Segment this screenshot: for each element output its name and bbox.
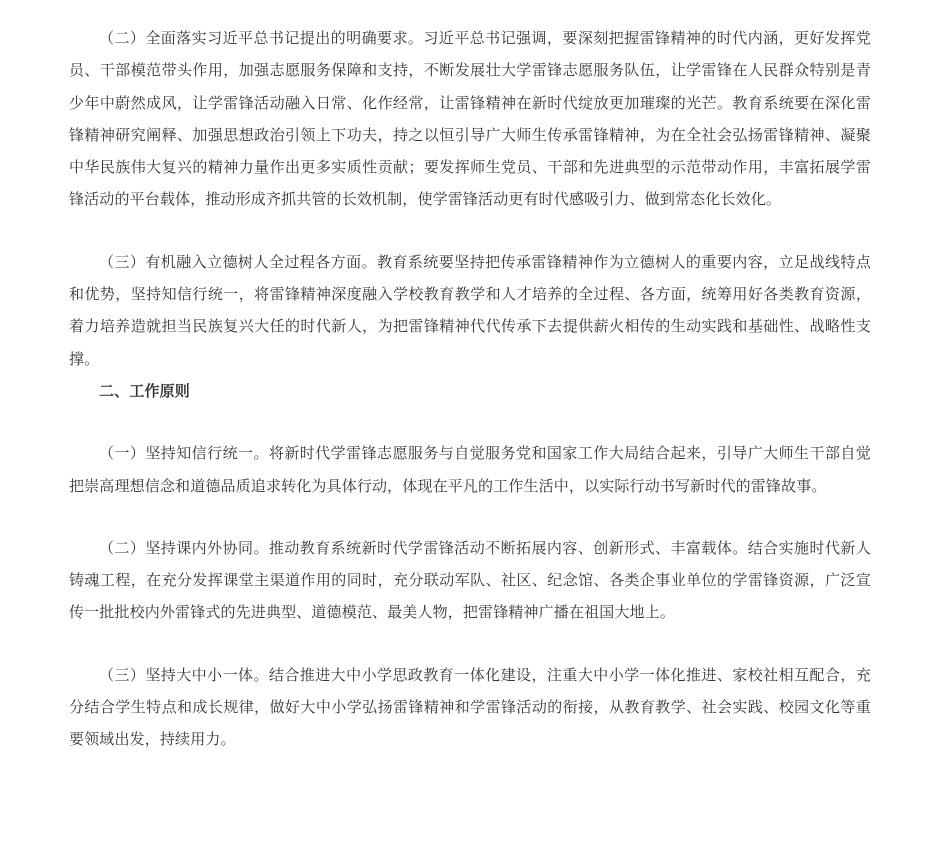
paragraph-moral-education: （三）有机融入立德树人全过程各方面。教育系统要坚持把传承雷锋精神作为立德树人的重要内容，立足战线特点和优势，坚持知信行统一，将雷锋精神深度融入学校教育教学和人才培养的全过程、各方面，统筹用好各类教育资源，着力培养造就担当民族复兴大任的时代新人，为把雷锋精神代代传承下去提供薪火相传的生动实践和基础性、战略性支撑。 <box>69 252 871 368</box>
section-heading-work-principles: 二、工作原则 <box>99 381 190 400</box>
article-body <box>69 22 871 756</box>
paragraph-principle-1: （一）坚持知信行统一。将新时代学雷锋志愿服务与自觉服务党和国家工作大局结合起来，引导广大师生干部自觉把崇高理想信念和道德品质追求转化为具体行动，体现在平凡的工作生活中，以实际行动书写新时代的雷锋故事。 <box>69 444 871 495</box>
paragraph-principle-2: （二）坚持课内外协同。推动教育系统新时代学雷锋活动不断拓展内容、创新形式、丰富载体。结合实施时代新人铸魂工程，在充分发挥课堂主渠道作用的同时，充分联动军队、社区、纪念馆、各类企事业单位的学雷锋资源，广泛宣传一批批校内外雷锋式的先进典型、道德模范、最美人物，把雷锋精神广播在祖国大地上。 <box>69 538 871 622</box>
paragraph-principle-3: （三）坚持大中小一体。结合推进大中小学思政教育一体化建设，注重大中小学一体化推进、家校社相互配合，充分结合学生特点和成长规律，做好大中小学弘扬雷锋精神和学雷锋活动的衔接，从教育教学、社会实践、校园文化等重要领域出发，持续用力。 <box>69 665 871 749</box>
paragraph-requirements: （二）全面落实习近平总书记提出的明确要求。习近平总书记强调，要深刻把握雷锋精神的时代内涵，更好发挥党员、干部模范带头作用，加强志愿服务保障和支持，不断发展壮大学雷锋志愿服务队伍，让学雷锋在人民群众特别是青少年中蔚然成风，让学雷锋活动融入日常、化作经常，让雷锋精神在新时代绽放更加璀璨的光芒。教育系统要在深化雷锋精神研究阐释、加强思想政治引领上下功夫，持之以恒引导广大师生传承雷锋精神，为在全社会弘扬雷锋精神、凝聚中华民族伟大复兴的精神力量作出更多实质性贡献；要发挥师生党员、干部和先进典型的示范带动作用，丰富拓展学雷锋活动的平台载体，推动形成齐抓共管的长效机制，使学雷锋活动更有时代感吸引力、做到常态化长效化。 <box>69 29 871 209</box>
